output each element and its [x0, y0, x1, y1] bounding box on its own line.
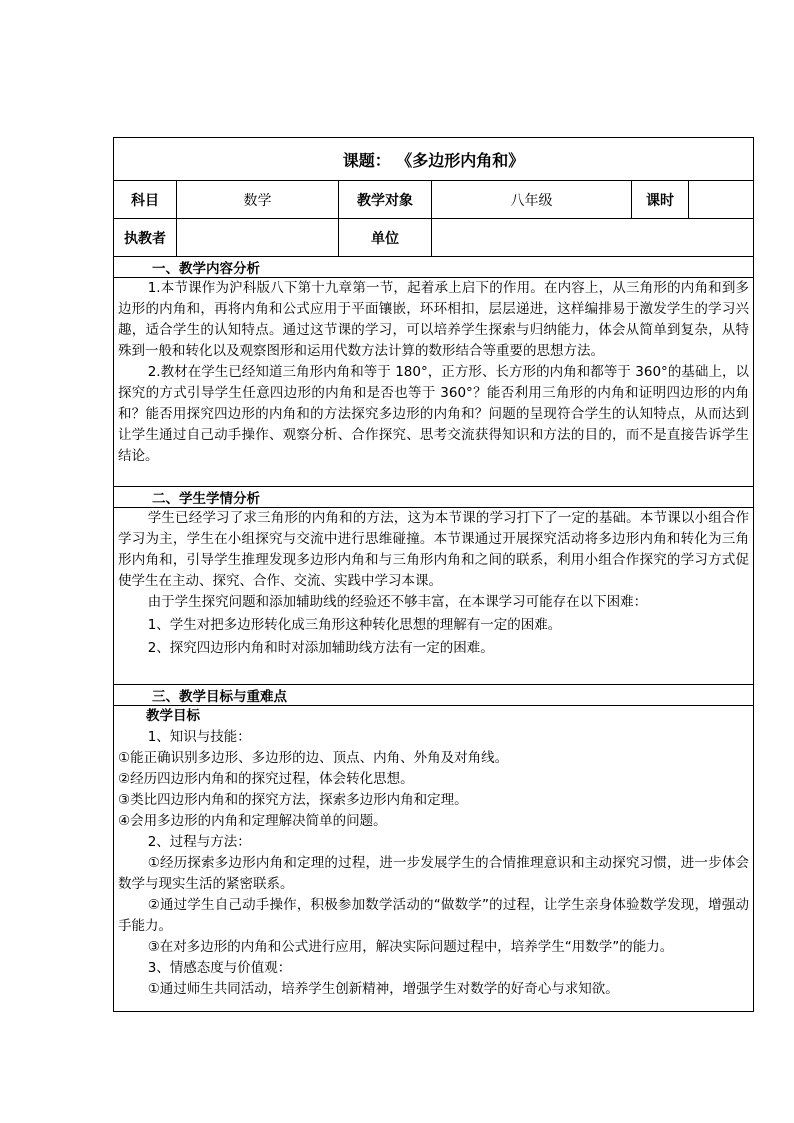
subject-value: 数学 — [177, 181, 339, 219]
goals-subheading: 教学目标 — [146, 708, 200, 724]
emotion-item-1: ①通过师生共同活动，培养学生创新精神，增强学生对数学的好奇心与求知欲。 — [147, 981, 619, 997]
target-label: 教学对象 — [339, 181, 432, 219]
teacher-value — [177, 219, 339, 257]
emotion-title: 3、情感态度与价值观： — [147, 960, 292, 976]
knowledge-title: 1、知识与技能： — [147, 729, 251, 745]
section-students-body — [114, 508, 754, 685]
section-students-heading: 二、学生学情分析 — [114, 487, 754, 508]
section-goals-heading: 三、教学目标与重难点 — [114, 685, 754, 706]
difficulty-item-2: 2、探究四边形内角和时对添加辅助线方法有一定的困难。 — [147, 640, 494, 656]
process-item-3: ③在对多边形的内角和公式进行应用，解决实际问题过程中，培养学生“用数学”的能力。 — [147, 939, 674, 955]
lesson-title: 课题： 《多边形内角和》 — [114, 138, 754, 181]
subject-label: 科目 — [114, 181, 177, 219]
content-paragraph-1: 1.本节课作为沪科版八下第十九章第一节，起着承上启下的作用。在内容上，从三角形的内角和到多边形的内角和，再将内角和公式应用于平面镶嵌，环环相扣，层层递进，这样编排易于激发学生的学习兴趣，适合学生的认知特点。通过这节课的学习，可以培养学生探索与归纳能力，体会从简单到复杂，从特殊到一般和转化以及观察图形和运用代数方法计算的数形结合等重要的思想方法。 — [118, 280, 750, 359]
period-label: 课时 — [632, 181, 689, 219]
unit-label: 单位 — [339, 219, 432, 257]
section-goals-body — [114, 706, 754, 1012]
teacher-label: 执教者 — [114, 219, 177, 257]
section-content-heading: 一、教学内容分析 — [114, 257, 754, 278]
target-value: 八年级 — [432, 181, 632, 219]
process-item-1: ①经历探索多边形内角和定理的过程，进一步发展学生的合情推理意识和主动探究习惯，进一步体会数学与现实生活的紧密联系。 — [118, 855, 750, 892]
knowledge-item-4: ④会用多边形的内角和定理解决简单的问题。 — [118, 813, 387, 829]
period-value — [689, 181, 754, 219]
process-item-2: ②通过学生自己动手操作，积极参加数学活动的“做数学”的过程，让学生亲身体验数学发现，增强动手能力。 — [118, 897, 750, 934]
section-content-body — [114, 278, 754, 487]
difficulty-item-1: 1、学生对把多边形转化成三角形这种转化思想的理解有一定的困难。 — [147, 617, 562, 633]
knowledge-item-1: ①能正确识别多边形、多边形的边、顶点、内角、外角及对角线。 — [118, 750, 509, 766]
students-paragraph-1: 学生已经学习了求三角形的内角和的方法，这为本节课的学习打下了一定的基础。本节课以小组合作学习为主，学生在小组探究与交流中进行思维碰撞。本节课通过开展探究活动将多边形内角和转化为三角形内角和，引导学生推理发现多边形内角和与三角形内角和之间的联系，利用小组合作探究的学习方式促使学生在主动、探究、合作、交流、实践中学习本课。 — [118, 510, 750, 589]
knowledge-item-2: ②经历四边形内角和的探究过程，体会转化思想。 — [118, 771, 414, 787]
unit-value — [432, 219, 754, 257]
process-title: 2、过程与方法： — [147, 834, 251, 850]
lesson-plan-table — [113, 137, 754, 1012]
students-paragraph-2: 由于学生探究问题和添加辅助线的经验还不够丰富，在本课学习可能存在以下困难： — [147, 594, 648, 610]
knowledge-item-3: ③类比四边形内角和的探究方法，探索多边形内角和定理。 — [118, 792, 468, 808]
content-paragraph-2: 2.教材在学生已经知道三角形内角和等于 180°，正方形、长方形的内角和都等于 360°的基础上，以探究的方式引导学生任意四边形的内角和是否也等于 360°？能否利用三角形的内角和证明四边形的内角和？能否用探究四边形的内角和的方法探究多边形的内角和？问题的呈现符合学生的认知特点，从而达到让学生通过自己动手操作、观察分析、合作探究、思考交流获得知识和方法的目的，而不是直接告诉学生结论。 — [118, 364, 750, 464]
